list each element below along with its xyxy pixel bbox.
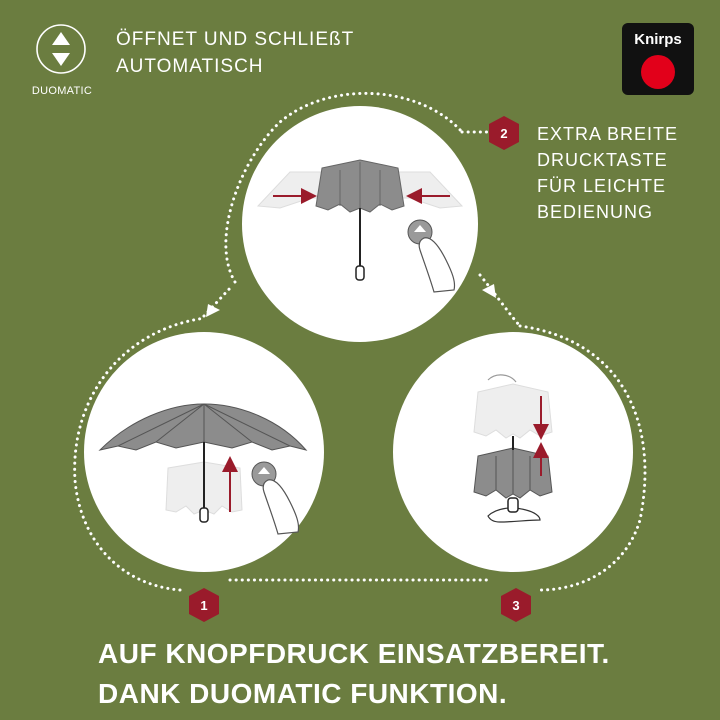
step-2-illustration [242,106,478,342]
step-2-description [537,121,678,225]
step-2-text-line: FÜR LEICHTE [537,176,667,196]
tagline-line-1: AUF KNOPFDRUCK EINSATZBEREIT. [98,638,610,669]
duomatic-icon [37,25,85,73]
headline [116,26,354,80]
step-2-number: 2 [500,126,508,141]
knirps-logo [622,23,694,95]
headline-line-2: AUTOMATISCH [116,56,264,77]
step-1-number: 1 [200,598,208,613]
step-1-illustration [84,332,324,572]
step-3-badge [501,588,531,622]
headline-line-1: ÖFFNET UND SCHLIEßT [116,29,355,50]
duomatic-label: DUOMATIC [31,85,93,97]
step-1-badge [189,588,219,622]
direction-arrow-icon [482,284,496,298]
step-2-text-line: DRUCKTASTE [537,150,668,170]
step-2-badge [489,116,519,150]
step-2-text-line: BEDIENUNG [537,202,654,222]
brand-name-text: Knirps [634,31,682,48]
step-2-text-line: EXTRA BREITE [537,124,679,144]
step-3-number: 3 [512,598,520,613]
tagline-line-2: DANK DUOMATIC FUNKTION. [98,678,508,709]
tagline [98,634,610,714]
step-3-illustration [393,332,633,572]
